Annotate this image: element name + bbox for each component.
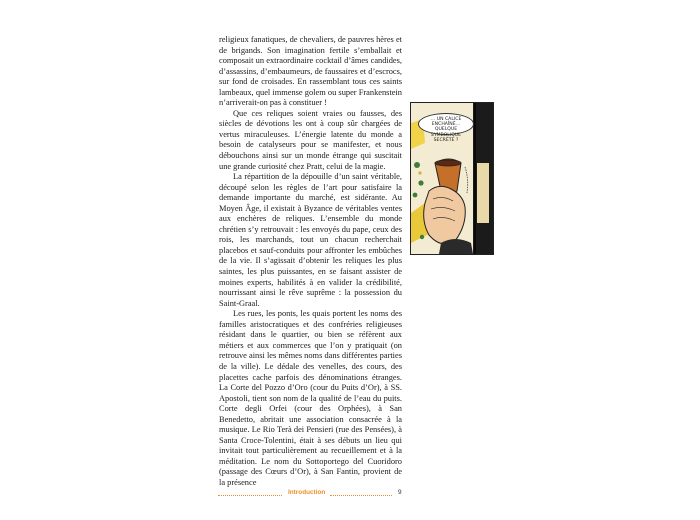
footer-dotted-rule-right <box>330 495 392 496</box>
footer-section-label: Introduction <box>288 489 326 496</box>
speech-balloon <box>418 113 474 143</box>
body-text-column <box>219 35 402 489</box>
page-footer <box>218 489 408 501</box>
balloon-line: SYMBOLIQUE <box>430 132 462 138</box>
balloon-line: … UN CALICE <box>430 117 462 122</box>
page-number: 9 <box>398 489 402 496</box>
balloon-line: QUELQUE <box>434 127 458 133</box>
paragraph-2: Que ces reliques soient vraies ou fausses, des siècles de dévotions les ont à coup sûr chargées de vertus miraculeuses. L’énergie latente du monde a besoin de catalyseurs pour se manifester, et nous débouchons ainsi sur un monde étrange qui suscitait une grande curiosité chez Pratt, celui de la magie. <box>219 108 402 171</box>
paragraph-1: religieux fanatiques, de chevaliers, de pauvres hères et de brigands. Son imagination fertile s’emballait et composait un extraordinaire cocktail d’âmes candides, d’assassins, d’embaumeurs, de faussaires et d’escrocs, sur fond de croisades. En rassemblant tous ces saints lambeaux, quel immense golem ou super Frankenstein n’arriverait-on pas à constituer ! <box>219 35 402 108</box>
balloon-line: ENCHAÎNÉ… <box>431 122 461 128</box>
balloon-line: SECRÈTE ? <box>433 137 459 143</box>
footer-dotted-rule-left <box>218 495 282 496</box>
paragraph-3: La répartition de la dépouille d’un saint véritable, découpé selon les règles de l’art pour satisfaire la demande importante du marché, est sidérante. Au Moyen Âge, il existait à Byzance de véritables ventes aux enchères de reliques. L’ensemble du monde chrétien s’y retrouvait : les envoyés du pape, ceux des rois, les marchands, tout un chacun recherchait placebos et sauf-conduits pour affronter les embûches de la vie. Il s’agissait d’obtenir les reliques les plus saintes, les plus puissantes, en se faisant assister de moines experts, habilités à en valider la crédibilité, nourrissant ainsi le rêve suprême : la possession du Saint-Graal. <box>219 172 402 308</box>
paragraph-4: Les rues, les ponts, les quais portent les noms des familles aristocratiques et des confréries religieuses résidant dans le quartier, ou bien se réfèrent aux métiers et aux commerces que l’on y pratiquait (on retrouve ainsi les mêmes noms dans différentes parties de la ville). Le dédale des venelles, des cours, des placettes cache parfois des dénominations étranges. La Corte del Pozzo d’Oro (cour du Puits d’Or), à SS. Apostoli, tient son nom de la qualité de l’eau du puits. Corte degli Orfei (cour des Orphées), à San Benedetto, abritait une association consacrée à la musique. Le Rio Terà dei Pensieri (rue des Pensées), à Santa Croce-Tolentini, était à ses débuts un lieu qui invitait tout particulièrement au recueillement et à la méditation. Le nom du Sottoportego del Cuoridoro (passage des Cœurs d’Or), à San Fantin, provient de la présence <box>219 309 402 487</box>
